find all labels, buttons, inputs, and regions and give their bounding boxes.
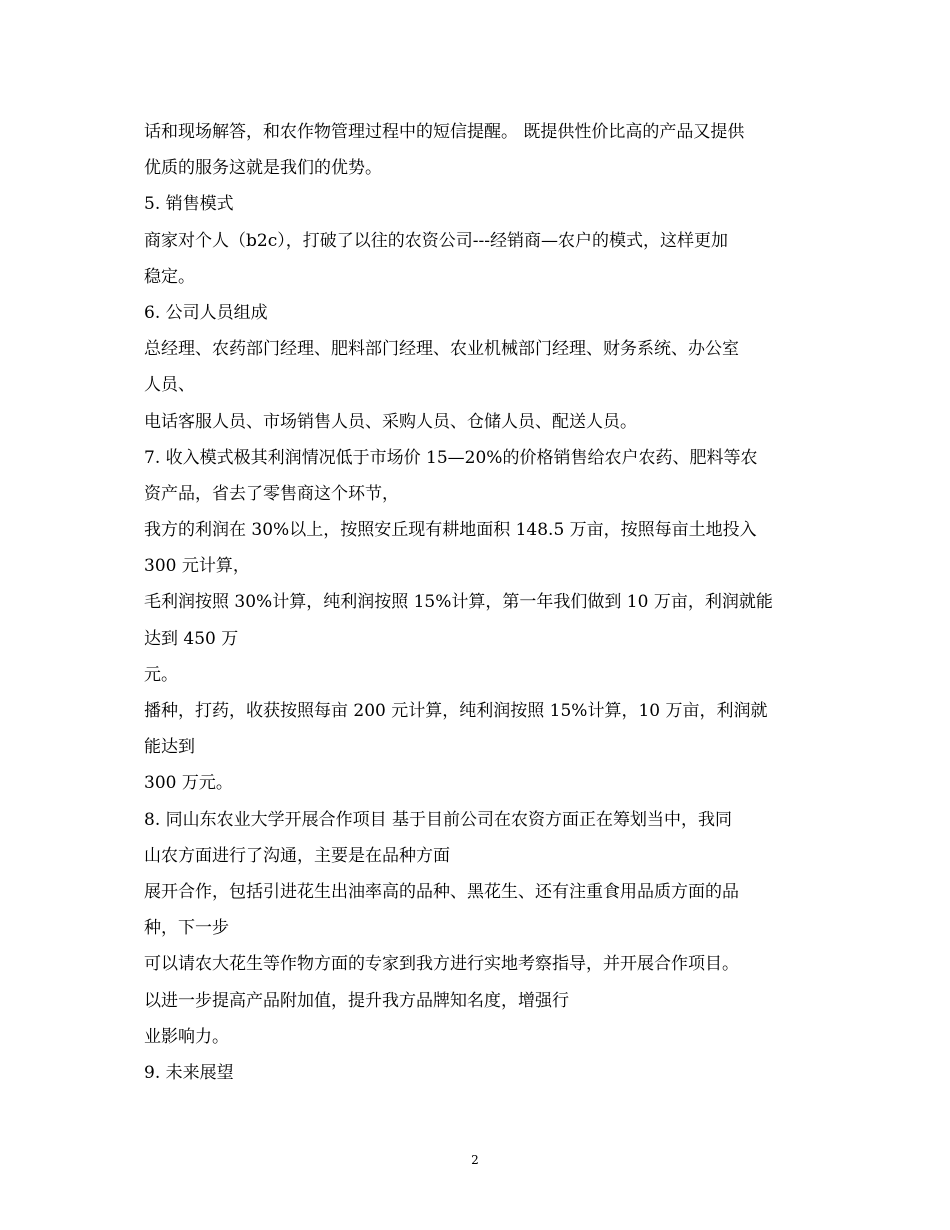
text-line: 以进一步提高产品附加值，提升我方品牌知名度，增强行	[144, 990, 569, 1011]
text-line: 稳定。	[144, 266, 195, 287]
section-heading: 7. 收入模式极其利润情况低于市场价 15—20%的价格销售给农户农药、肥料等农	[144, 447, 758, 468]
text-line: 能达到	[144, 737, 195, 758]
page-number: 2	[471, 1153, 479, 1167]
section-heading: 6. 公司人员组成	[144, 302, 268, 323]
text-line: 播种，打药，收获按照每亩 200 元计算，纯利润按照 15%计算，10 万亩，利润就	[144, 701, 768, 721]
text-line: 300 万元。	[144, 773, 233, 794]
text-line: 展开合作，包括引进花生出油率高的品种、黑花生、还有注重食用品质方面的品	[144, 881, 739, 902]
text-line: 可以请农大花生等作物方面的专家到我方进行实地考察指导，并开展合作项目。	[144, 954, 739, 975]
text-line: 人员、	[144, 375, 195, 396]
text-line: 我方的利润在 30%以上，按照安丘现有耕地面积 148.5 万亩，按照每亩土地投入	[144, 520, 757, 541]
text-line: 资产品，省去了零售商这个环节，	[144, 483, 399, 504]
text-line: 总经理、农药部门经理、肥料部门经理、农业机械部门经理、财务系统、办公室	[144, 339, 739, 360]
text-line: 业影响力。	[144, 1026, 229, 1047]
section-heading: 5. 销售模式	[144, 194, 234, 215]
document-body	[144, 114, 814, 1091]
text-line: 300 元计算，	[144, 556, 250, 577]
text-line: 电话客服人员、市场销售人员、采购人员、仓储人员、配送人员。	[144, 411, 637, 432]
text-line: 元。	[144, 664, 178, 685]
section-heading: 8. 同山东农业大学开展合作项目 基于目前公司在农资方面正在筹划当中，我同	[144, 809, 733, 830]
text-line: 话和现场解答，和农作物管理过程中的短信提醒。 既提供性价比高的产品又提供	[144, 122, 745, 142]
text-line: 种，下一步	[144, 918, 229, 939]
text-line: 商家对个人（b2c），打破了以往的农资公司---经销商—农户的模式，这样更加	[144, 230, 728, 251]
text-line: 毛利润按照 30%计算，纯利润按照 15%计算，第一年我们做到 10 万亩，利润就能	[144, 592, 773, 613]
text-line: 优质的服务这就是我们的优势。	[144, 158, 382, 179]
text-line: 达到 450 万	[144, 628, 239, 649]
section-heading: 9. 未来展望	[144, 1062, 234, 1083]
text-line: 山农方面进行了沟通，主要是在品种方面	[144, 845, 450, 866]
